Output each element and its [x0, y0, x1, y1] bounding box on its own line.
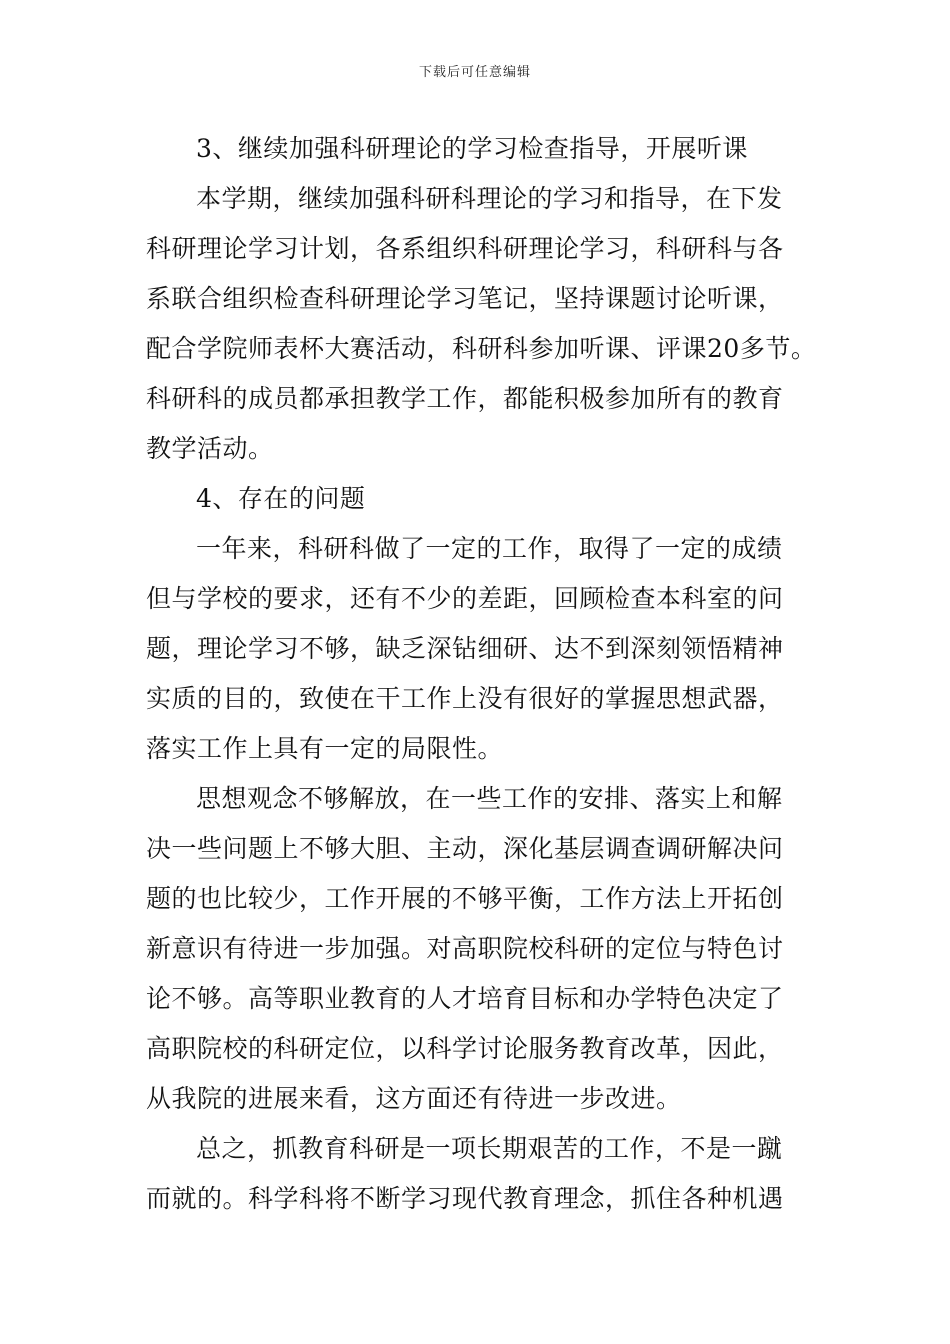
- section-heading-3: 3、继续加强科研理论的学习检查指导，开展听课: [196, 134, 748, 163]
- page-header: 下载后可任意编辑: [418, 65, 531, 80]
- paragraph-line: 总之，抓教育科研是一项长期艰苦的工作，不是一蹴: [196, 1134, 783, 1163]
- section-heading-4: 4、存在的问题: [196, 484, 366, 513]
- paragraph-line: 本学期，继续加强科研科理论的学习和指导，在下发: [196, 184, 783, 213]
- document-body: [146, 124, 817, 1224]
- paragraph-line: 新意识有待进一步加强。对高职院校科研的定位与特色讨: [146, 934, 784, 963]
- paragraph-line: 系联合组织检查科研理论学习笔记，坚持课题讨论听课，: [146, 284, 784, 313]
- paragraph-line: 科研科的成员都承担教学工作，都能积极参加所有的教育: [146, 384, 784, 413]
- paragraph-line: 科研理论学习计划，各系组织科研理论学习，科研科与各: [146, 234, 784, 263]
- paragraph-line: 论不够。高等职业教育的人才培育目标和办学特色决定了: [146, 984, 784, 1013]
- paragraph-line: 落实工作上具有一定的局限性。: [146, 734, 504, 763]
- paragraph-line: 配合学院师表杯大赛活动，科研科参加听课、评课20多节。: [146, 334, 817, 363]
- paragraph-line: 高职院校的科研定位，以科学讨论服务教育改革，因此，: [146, 1034, 784, 1063]
- paragraph-line: 一年来，科研科做了一定的工作，取得了一定的成绩: [196, 534, 783, 563]
- paragraph-line: 思想观念不够解放，在一些工作的安排、落实上和解: [196, 784, 783, 813]
- paragraph-line: 教学活动。: [146, 434, 274, 463]
- paragraph-line: 但与学校的要求，还有不少的差距，回顾检查本科室的问: [146, 584, 784, 613]
- paragraph-line: 题的也比较少，工作开展的不够平衡，工作方法上开拓创: [146, 884, 784, 913]
- paragraph-line: 从我院的进展来看，这方面还有待进一步改进。: [146, 1084, 682, 1113]
- paragraph-line: 决一些问题上不够大胆、主动，深化基层调查调研解决问: [146, 834, 784, 863]
- paragraph-line: 实质的目的，致使在干工作上没有很好的掌握思想武器，: [146, 684, 784, 713]
- paragraph-line: 题，理论学习不够，缺乏深钻细研、达不到深刻领悟精神: [146, 634, 784, 663]
- paragraph-line: 而就的。科学科将不断学习现代教育理念，抓住各种机遇: [146, 1184, 784, 1213]
